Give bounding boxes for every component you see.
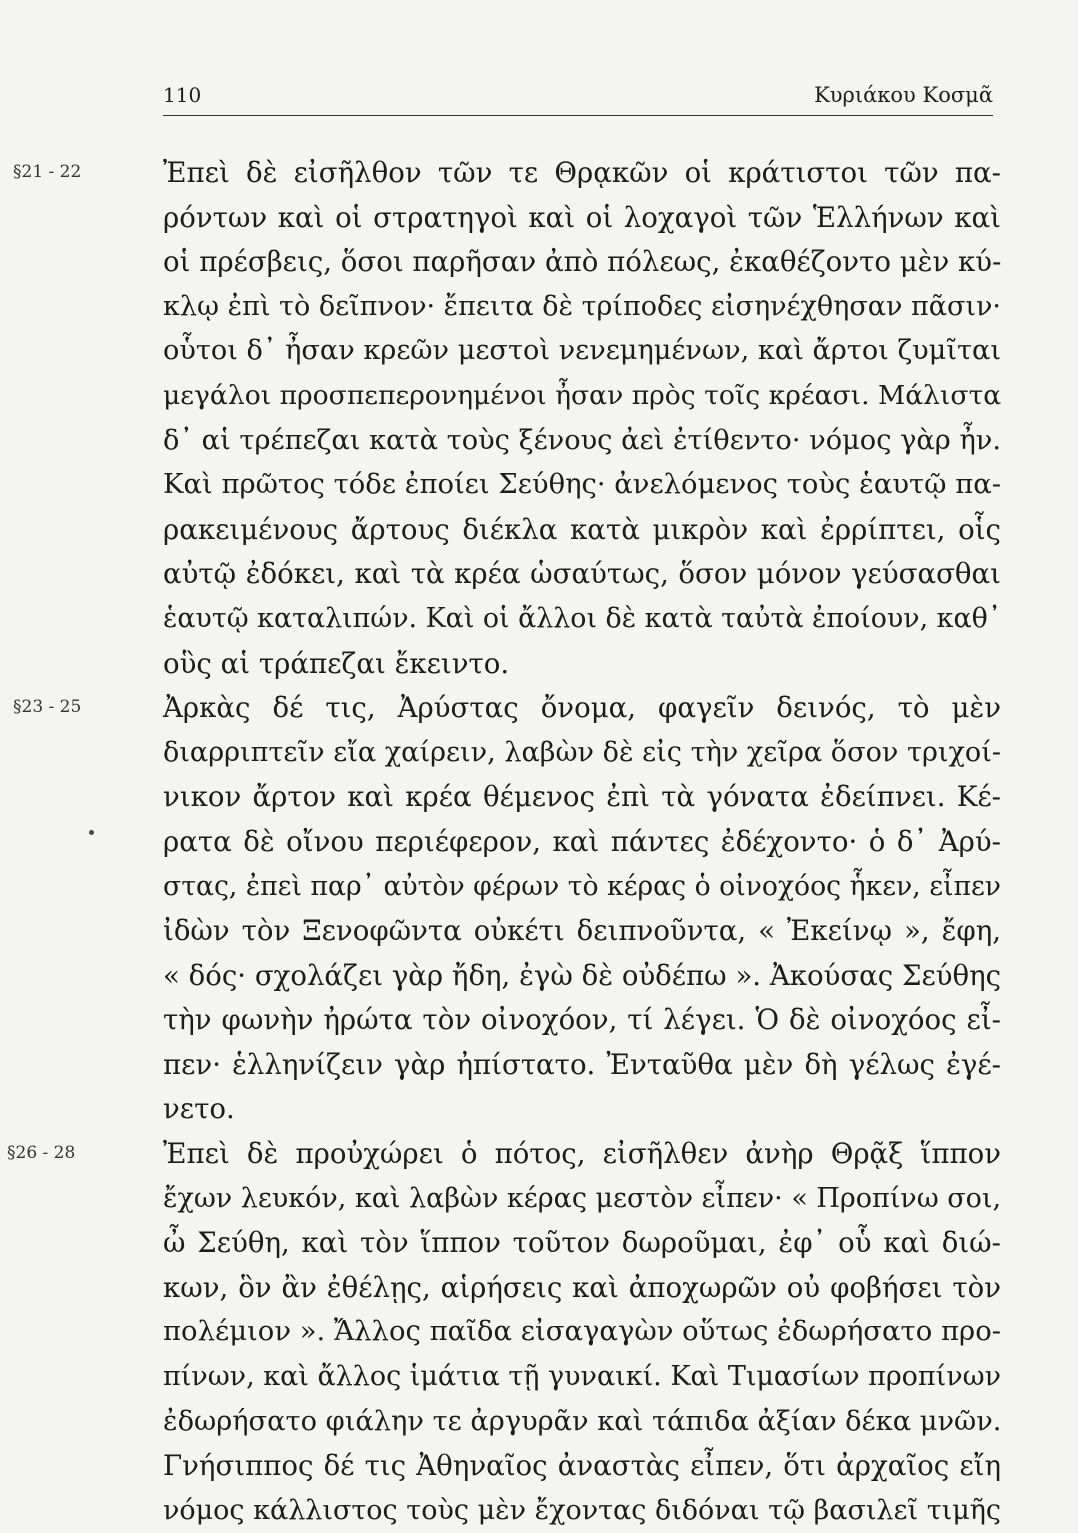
text-line: μεγάλοι προσπεπερονημένοι ἦσαν πρὸς τοῖς κρέασι. Μάλιστα	[163, 379, 1002, 411]
text-line: ρόντων καὶ οἱ στρατηγοὶ καὶ οἱ λοχαγοὶ τῶν Ἑλλήνων καὶ	[163, 200, 1001, 234]
text-line: Γνήσιππος δέ τις Ἀθηναῖος ἀναστὰς εἶπεν, ὅτι ἀρχαῖος εἴη	[163, 1449, 1001, 1483]
text-line: πεν· ἑλληνίζειν γὰρ ἠπίστατο. Ἐνταῦθα μὲν δὴ γέλως ἐγέ-	[163, 1047, 1001, 1081]
section-reference: §21 - 22	[13, 162, 82, 182]
text-line: στας, ἐπεὶ παρ᾽ αὐτὸν φέρων τὸ κέρας ὁ οἰνοχόος ἧκεν, εἶπεν	[163, 870, 1001, 902]
text-line: νικον ἄρτον καὶ κρέα θέμενος ἐπὶ τὰ γόνατα ἐδείπνει. Κέ-	[163, 780, 1001, 814]
paragraph-21-22	[13, 151, 1002, 686]
text-line: ἔχων λευκόν, καὶ λαβὼν κέρας μεστὸν εἶπεν· « Προπίνω σοι,	[163, 1182, 1002, 1214]
margin-dot	[89, 830, 94, 835]
text-line: Ἀρκὰς δέ τις, Ἀρύστας ὄνομα, φαγεῖν δεινός, τὸ μὲν	[163, 691, 1001, 725]
text-line: οἱ πρέσβεις, ὅσοι παρῆσαν ἀπὸ πόλεως, ἐκαθέζοντο μὲν κύ-	[163, 245, 1002, 279]
page-header	[163, 80, 993, 120]
text-line: οὓς αἱ τράπεζαι ἔκειντο.	[163, 646, 510, 680]
text-line: νετο.	[163, 1092, 235, 1126]
text-line: ἑαυτῷ καταλιπών. Καὶ οἱ ἄλλοι δὲ κατὰ ταὐτὰ ἐποίουν, καθ᾽	[163, 602, 1002, 634]
text-line: κλῳ ἐπὶ τὸ δεῖπνον· ἔπειτα δὲ τρίποδες εἰσηνέχθησαν πᾶσιν·	[163, 290, 1001, 322]
text-line: Ἐπεὶ δὲ προὐχώρει ὁ πότος, εἰσῆλθεν ἀνὴρ Θρᾷξ ἵππον	[163, 1137, 1001, 1171]
text-line: Ἐπεὶ δὲ εἰσῆλθον τῶν τε Θρᾳκῶν οἱ κράτιστοι τῶν πα-	[163, 156, 1001, 189]
section-reference: §26 - 28	[7, 1143, 76, 1164]
header-rule	[163, 115, 993, 116]
text-line: δ᾽ αἱ τρέπεζαι κατὰ τοὺς ξένους ἀεὶ ἐτίθεντο· νόμος γὰρ ἦν.	[163, 424, 1001, 456]
text-line: ὦ Σεύθη, καὶ τὸν ἵππον τοῦτον δωροῦμαι, ἐφ᾽ οὗ καὶ διώ-	[163, 1226, 1001, 1260]
section-reference: §23 - 25	[13, 697, 82, 718]
text-line: ἰδὼν τὸν Ξενοφῶντα οὐκέτι δειπνοῦντα, « Ἐκείνῳ », ἔφη,	[163, 914, 1001, 948]
text-line: διαρριπτεῖν εἴα χαίρειν, λαβὼν δὲ εἰς τὴν χεῖρα ὅσον τριχοί-	[163, 736, 1001, 768]
page-number: 110	[163, 83, 202, 107]
text-line: ρακειμένους ἄρτους διέκλα κατὰ μικρὸν καὶ ἐρρίπτει, οἷς	[163, 512, 1001, 546]
paragraph-26-28	[7, 1132, 1002, 1533]
running-title: Κυριάκου Κοσμᾶ	[814, 83, 993, 107]
text-line: Καὶ πρῶτος τόδε ἐποίει Σεύθης· ἀνελόμενος τοὺς ἑαυτῷ πα-	[163, 469, 1001, 501]
paragraph-23-25	[13, 686, 1001, 1132]
text-line: κων, ὃν ἂν ἐθέλῃς, αἱρήσεις καὶ ἀποχωρῶν οὐ φοβήσει τὸν	[163, 1270, 1001, 1304]
text-line: πολέμιον ». Ἄλλος παῖδα εἰσαγαγὼν οὕτως ἐδωρήσατο προ-	[163, 1316, 1001, 1348]
text-line: ρατα δὲ οἴνου περιέφερον, καὶ πάντες ἐδέχοντο· ὁ δ᾽ Ἀρύ-	[163, 824, 1001, 858]
text-line: « δός· σχολάζει γὰρ ἤδη, ἐγὼ δὲ οὐδέπω ». Ἀκούσας Σεύθης	[163, 959, 1001, 992]
text-line: νόμος κάλλιστος τοὺς μὲν ἔχοντας διδόναι τῷ βασιλεῖ τιμῆς	[163, 1494, 1001, 1526]
text-line: ἐδωρήσατο φιάλην τε ἀργυρᾶν καὶ τάπιδα ἀξίαν δέκα μνῶν.	[163, 1405, 1002, 1437]
text-line: οὗτοι δ᾽ ἦσαν κρεῶν μεστοὶ νενεμημένων, καὶ ἄρτοι ζυμῖται	[163, 335, 1001, 367]
text-line: αὐτῷ ἐδόκει, καὶ τὰ κρέα ὡσαύτως, ὅσον μόνον γεύσασθαι	[163, 557, 1001, 591]
text-line: πίνων, καὶ ἄλλος ἱμάτια τῇ γυναικί. Καὶ Τιμασίων προπίνων	[163, 1361, 1001, 1393]
body-text	[7, 151, 1002, 1533]
text-line: τὴν φωνὴν ἠρώτα τὸν οἰνοχόον, τί λέγει. Ὁ δὲ οἰνοχόος εἶ-	[163, 1003, 1001, 1037]
